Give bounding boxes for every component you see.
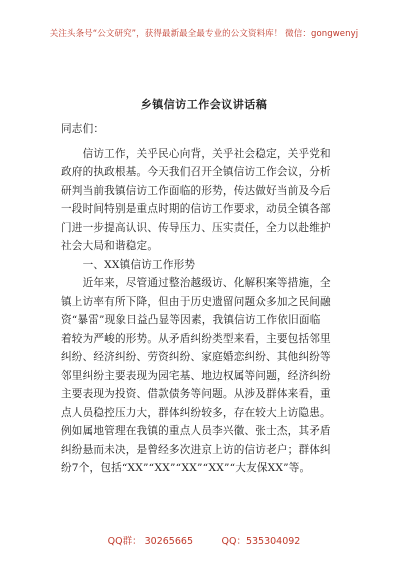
footer-contact-note: QQ群： 30265665 QQ：535304092 xyxy=(107,536,301,547)
paragraph-line: 研判当前我镇信访工作面临的形势，传达做好当前及今后 xyxy=(61,184,331,197)
paragraph-line: 资“暴雷”现象日益凸显等因素，我镇信访工作依旧面临 xyxy=(61,314,321,326)
paragraph-line: 纠纷、经济纠纷、劳资纠纷、家庭婚恋纠纷、其他纠纷等 xyxy=(61,351,331,363)
paragraph-line: 镇上访率有所下降，但由于历史遗留问题众多加之民间融 xyxy=(61,295,331,308)
paragraph-line: 一段时间特别是重点时期的信访工作要求，动员全镇各部 xyxy=(61,203,331,215)
paragraph-line: 政府的执政根基。今天我们召开全镇信访工作会议，分析 xyxy=(61,166,331,178)
paragraph-line: 着较为严峻的形势。从矛盾纠纷类型来看，主要包括邻里 xyxy=(61,332,331,345)
paragraph-line: 门进一步提高认识、传导压力、压实责任，全力以赴维护 xyxy=(61,221,331,234)
paragraph-line: 社会大局和谐稳定。 xyxy=(61,240,159,252)
header-promo-note: 关注头条号“公文研究”，获得最新最全最专业的公文资料库！ 微信：gongwenyj xyxy=(49,29,359,39)
paragraph-line: 信访工作，关乎民心向背，关乎社会稳定，关乎党和 xyxy=(61,147,331,160)
document-body xyxy=(61,120,361,478)
paragraph-line: 例如属地管理在我镇的重点人员李兴徽、张士杰，其矛盾 xyxy=(61,425,331,437)
document-title: 乡镇信访工作会议讲话稿 xyxy=(140,98,268,111)
section-heading: 一、XX镇信访工作形势 xyxy=(61,258,196,271)
paragraph-line: 近年来，尽管通过整治越级访、化解积案等措施，全 xyxy=(61,277,331,289)
paragraph-line: 纷7个，包括“XX”“XX”“XX”“XX”“大友保XX”等。 xyxy=(61,462,311,474)
paragraph-line: 主要表现为投资、借款债务等问题。从涉及群体来看，重 xyxy=(61,388,331,400)
salutation-line: 同志们： xyxy=(61,123,105,135)
paragraph-line: 纠纷悬而未决，是曾经多次进京上访的信访老户；群体纠 xyxy=(61,443,331,456)
paragraph-line: 点人员稳控压力大，群体纠纷较多，存在较大上访隐患。 xyxy=(61,406,331,419)
paragraph-line: 邻里纠纷主要表现为园宅基、地边权属等问题，经济纠纷 xyxy=(61,369,331,382)
